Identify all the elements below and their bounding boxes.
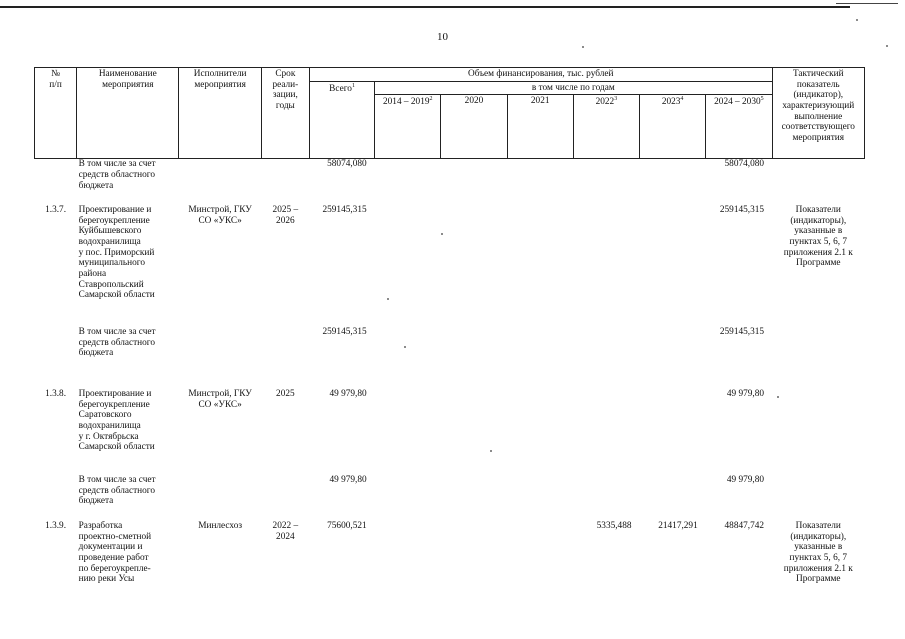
cell-indicator <box>772 327 864 389</box>
cell-term <box>261 475 309 521</box>
cell-2020 <box>441 159 507 205</box>
cell-2020 <box>441 389 507 475</box>
header-term: Срок реали- зации, годы <box>261 68 309 159</box>
cell-name: В том числе за счет средств областного бюджета <box>78 474 156 507</box>
scan-speck <box>441 233 443 235</box>
cell-no: 1.3.9. <box>45 520 67 531</box>
cell-no <box>35 327 77 389</box>
header-year-2022: 2022$^3$ <box>573 95 639 159</box>
cell-name: В том числе за счет средств областного бюджета <box>78 326 156 359</box>
header-financing: Объем финансирования, тыс. рублей <box>309 68 772 82</box>
cell-2014-2019 <box>375 159 441 205</box>
scan-speck <box>856 19 858 21</box>
header-year-2020: 2020 <box>441 95 507 159</box>
cell-term <box>261 159 309 205</box>
header-by-years: в том числе по годам <box>375 81 772 95</box>
cell-total: 259145,315 <box>322 326 367 337</box>
cell-2022: 5335,488 <box>596 520 632 531</box>
header-total: Всего$^1$ <box>309 81 374 159</box>
cell-2023 <box>640 205 706 327</box>
cell-2022 <box>573 159 639 205</box>
cell-2024-2030: 259145,315 <box>719 326 765 337</box>
cell-indicator: Показатели (индикаторы), указанные в пунктах 5, 6, 7 приложения 2.1 к Программе <box>783 520 853 585</box>
cell-executors: Минстрой, ГКУ СО «УКС» <box>188 204 252 226</box>
cell-no: 1.3.8. <box>45 388 67 399</box>
scan-speck <box>777 396 779 398</box>
cell-term <box>261 327 309 389</box>
cell-term: 2025 – 2026 <box>272 204 299 226</box>
cell-2021 <box>507 327 573 389</box>
cell-2021 <box>507 389 573 475</box>
cell-total: 49 979,80 <box>329 474 367 485</box>
cell-2021 <box>507 159 573 205</box>
header-year-2024-2030: 2024 – 2030$^5$ <box>706 95 772 159</box>
cell-term: 2022 – 2024 <box>272 520 299 542</box>
cell-2024-2030: 49 979,80 <box>726 388 765 399</box>
cell-2022 <box>573 389 639 475</box>
cell-2024-2030: 49 979,80 <box>726 474 765 485</box>
cell-2021 <box>507 475 573 521</box>
cell-2023: 21417,291 <box>658 520 698 531</box>
table-row <box>35 327 865 389</box>
cell-2021 <box>507 521 573 601</box>
cell-indicator <box>772 389 864 475</box>
header-executors: Исполнители мероприятия <box>179 68 261 159</box>
cell-total: 75600,521 <box>327 520 367 531</box>
cell-2024-2030: 259145,315 <box>719 204 765 215</box>
cell-2020 <box>441 327 507 389</box>
financing-table <box>34 67 865 601</box>
cell-total: 58074,080 <box>327 159 367 170</box>
cell-name: Проектирование и берегоукрепление Куйбышевского водохранилища у пос. Приморский муниципального района Ставропольский Самарской области <box>78 204 155 301</box>
table-row <box>35 205 865 327</box>
scan-speck <box>404 346 406 348</box>
cell-2014-2019 <box>375 521 441 601</box>
cell-2020 <box>441 521 507 601</box>
cell-indicator <box>772 475 864 521</box>
cell-indicator: Показатели (индикаторы), указанные в пунктах 5, 6, 7 приложения 2.1 к Программе <box>783 204 853 269</box>
scan-speck <box>886 45 888 47</box>
cell-no <box>35 159 77 205</box>
cell-term: 2025 <box>276 388 295 399</box>
cell-name: Разработка проектно-сметной документации и проведение работ по берегоукрепле- нию реки Усы <box>78 520 152 585</box>
header-year-2023: 2023$^4$ <box>640 95 706 159</box>
cell-2014-2019 <box>375 389 441 475</box>
cell-2022 <box>573 475 639 521</box>
header-year-2014-2019: 2014 – 2019$^2$ <box>375 95 441 159</box>
cell-2021 <box>507 205 573 327</box>
cell-2020 <box>441 205 507 327</box>
cell-executors: Минстрой, ГКУ СО «УКС» <box>188 388 252 410</box>
table-row <box>35 389 865 475</box>
cell-2014-2019 <box>375 205 441 327</box>
header-no: № п/п <box>35 68 77 159</box>
cell-2023 <box>640 327 706 389</box>
cell-name: В том числе за счет средств областного бюджета <box>78 159 156 191</box>
top-border-line-right <box>836 3 898 4</box>
header-year-2021: 2021 <box>507 95 573 159</box>
cell-2022 <box>573 205 639 327</box>
cell-executors <box>179 159 261 205</box>
scan-speck <box>490 450 492 452</box>
cell-no: 1.3.7. <box>45 204 67 215</box>
cell-2022 <box>573 327 639 389</box>
header-name: Наименование мероприятия <box>77 68 179 159</box>
cell-2024-2030: 58074,080 <box>724 159 765 170</box>
cell-2014-2019 <box>375 327 441 389</box>
table-body <box>35 159 865 601</box>
cell-2020 <box>441 475 507 521</box>
scan-speck <box>387 298 389 300</box>
cell-name: Проектирование и берегоукрепление Саратовского водохранилища у г. Октябрьска Самарской области <box>78 388 155 453</box>
header-indicator: Тактический показатель (индикатор), характеризующий выполнение соответствующего мероприятия <box>772 68 864 159</box>
cell-total: 49 979,80 <box>329 388 367 399</box>
cell-2023 <box>640 475 706 521</box>
table-row <box>35 159 865 205</box>
scan-speck <box>582 46 584 48</box>
cell-no <box>35 475 77 521</box>
cell-2023 <box>640 159 706 205</box>
cell-2023 <box>640 389 706 475</box>
table-row <box>35 521 865 601</box>
cell-executors <box>179 475 261 521</box>
cell-executors: Минлесхоз <box>198 520 243 531</box>
cell-total: 259145,315 <box>322 204 367 215</box>
cell-executors <box>179 327 261 389</box>
cell-2014-2019 <box>375 475 441 521</box>
top-border-line <box>0 6 850 8</box>
table-header <box>35 68 865 159</box>
cell-indicator <box>772 159 864 205</box>
cell-2024-2030: 48847,742 <box>724 520 765 531</box>
table-row <box>35 475 865 521</box>
page-number: 10 <box>437 31 448 43</box>
